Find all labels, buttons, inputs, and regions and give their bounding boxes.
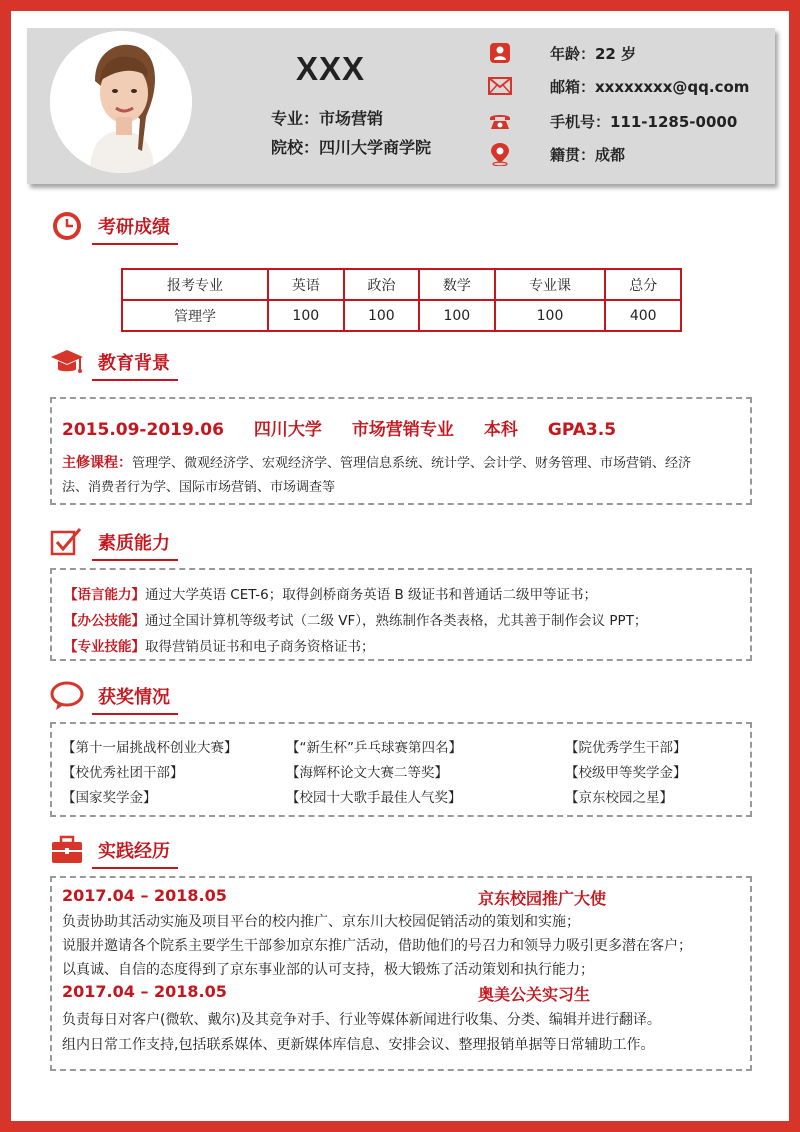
award-item: 【校优秀社团干部】 [62,765,184,781]
courses-label: 主修课程： [62,455,132,471]
table-header-cell: 数学 [419,269,495,300]
contact-email-text: 邮箱：xxxxxxxx@qq.com [550,77,750,96]
contact-age [488,41,636,65]
section-practice-title: 实践经历 [98,837,170,867]
education-major: 市场营销专业 [351,420,454,440]
courses-line-1: 管理学、微观经济学、宏观经济学、管理信息系统、统计学、会计学、财务管理、市场营销、经济 [132,456,692,471]
major-value: 市场营销 [319,109,384,128]
skill-text: 通过大学英语 CET-6；取得剑桥商务英语 B 级证书和普通话二级甲等证书； [145,587,598,603]
table-header-cell: 专业课 [495,269,606,300]
skill-label: 【专业技能】 [64,639,145,655]
table-header-row [122,269,681,300]
education-gpa: GPA3.5 [547,420,617,440]
briefcase-icon [50,834,84,866]
practice-role: 京东校园推广大使 [478,889,607,908]
contact-age-text: 年龄：22 岁 [550,44,637,63]
section-education-title: 教育背景 [98,349,170,379]
section-skills-title: 素质能力 [98,529,170,559]
skill-label: 【语言能力】 [64,587,145,603]
skill-text: 取得营销员证书和电子商务资格证书； [145,639,375,655]
award-item: 【国家奖学金】 [62,790,157,806]
award-item: 【校级甲等奖学金】 [565,765,687,781]
school-value: 四川大学商学院 [319,138,432,157]
awards-box [50,722,752,817]
table-cell: 管理学 [122,300,268,331]
score-table [121,268,682,332]
practice-detail: 说服并邀请各个院系主要学生干部参加京东推广活动，借助他们的号召力和领导力吸引更多潜在客户； [62,938,692,954]
practice-detail: 负责每日对客户(微软、戴尔)及其竞争对手、行业等媒体新闻进行收集、分类、编辑并进行翻译。 [62,1012,661,1028]
table-cell: 100 [344,300,420,331]
award-item: 【海辉杯论文大赛二等奖】 [286,765,448,781]
person-icon [488,41,512,65]
school-label: 院校： [271,138,320,157]
skill-label: 【办公技能】 [64,613,145,629]
courses-line-2: 法、消费者行为学、国际市场营销、市场调查等 [62,480,336,495]
practice-detail: 以真诚、自信的态度得到了京东事业部的认可支持，极大锻炼了活动策划和执行能力； [62,962,594,978]
phone-icon [488,109,512,133]
education-courses [62,451,742,500]
contact-hometown-text: 籍贯：成都 [550,145,626,164]
candidate-name: XXX [296,50,366,87]
mail-icon [488,74,512,98]
education-summary [62,415,646,440]
skill-language [64,583,597,603]
location-pin-icon [488,142,512,166]
award-item: 【校园十大歌手最佳人气奖】 [286,790,462,806]
award-item: 【京东校园之星】 [565,790,673,806]
table-row [122,300,681,331]
practice-detail: 负责协助其活动实施及项目平台的校内推广、京东川大校园促销活动的策划和实施； [62,914,580,930]
clock-icon [50,210,84,242]
contact-email [488,74,749,98]
school-line [271,135,431,158]
major-line [271,106,383,129]
education-period: 2015.09-2019.06 [62,420,224,440]
skill-professional [64,635,375,655]
award-item: 【院优秀学生干部】 [565,740,687,756]
table-cell: 400 [605,300,681,331]
major-label: 专业： [271,109,320,128]
practice-detail: 组内日常工作支持,包括联系媒体、更新媒体库信息、安排会议、整理报销单据等日常辅助工作。 [62,1037,655,1053]
section-awards-title: 获奖情况 [98,683,170,713]
table-header-cell: 总分 [605,269,681,300]
table-cell: 100 [495,300,606,331]
table-cell: 100 [268,300,344,331]
avatar [50,31,192,173]
table-header-cell: 报考专业 [122,269,268,300]
section-exam-title: 考研成绩 [98,213,170,243]
speech-bubble-icon [50,680,84,712]
checkbox-icon [50,526,84,558]
skill-text: 通过全国计算机等级考试（二级 VF），熟练制作各类表格，尤其善于制作会议 PPT； [145,613,648,629]
skill-office [64,609,647,629]
contact-phone [488,109,737,133]
table-header-cell: 政治 [344,269,420,300]
award-item: 【第十一届挑战杯创业大赛】 [62,740,238,756]
avatar-photo-icon [50,31,192,173]
practice-date: 2017.04 – 2018.05 [62,886,227,905]
graduation-cap-icon [50,346,84,378]
practice-date: 2017.04 – 2018.05 [62,982,227,1001]
contact-hometown [488,142,625,166]
table-cell: 100 [419,300,495,331]
education-school: 四川大学 [253,420,322,440]
education-box [50,397,752,505]
education-degree: 本科 [483,420,518,440]
contact-phone-text: 手机号：111-1285-0000 [550,112,738,131]
practice-box [50,876,752,1071]
skills-box [50,568,752,661]
award-item: 【“新生杯”乒乓球赛第四名】 [286,740,462,756]
practice-role: 奥美公关实习生 [478,985,591,1004]
table-header-cell: 英语 [268,269,344,300]
